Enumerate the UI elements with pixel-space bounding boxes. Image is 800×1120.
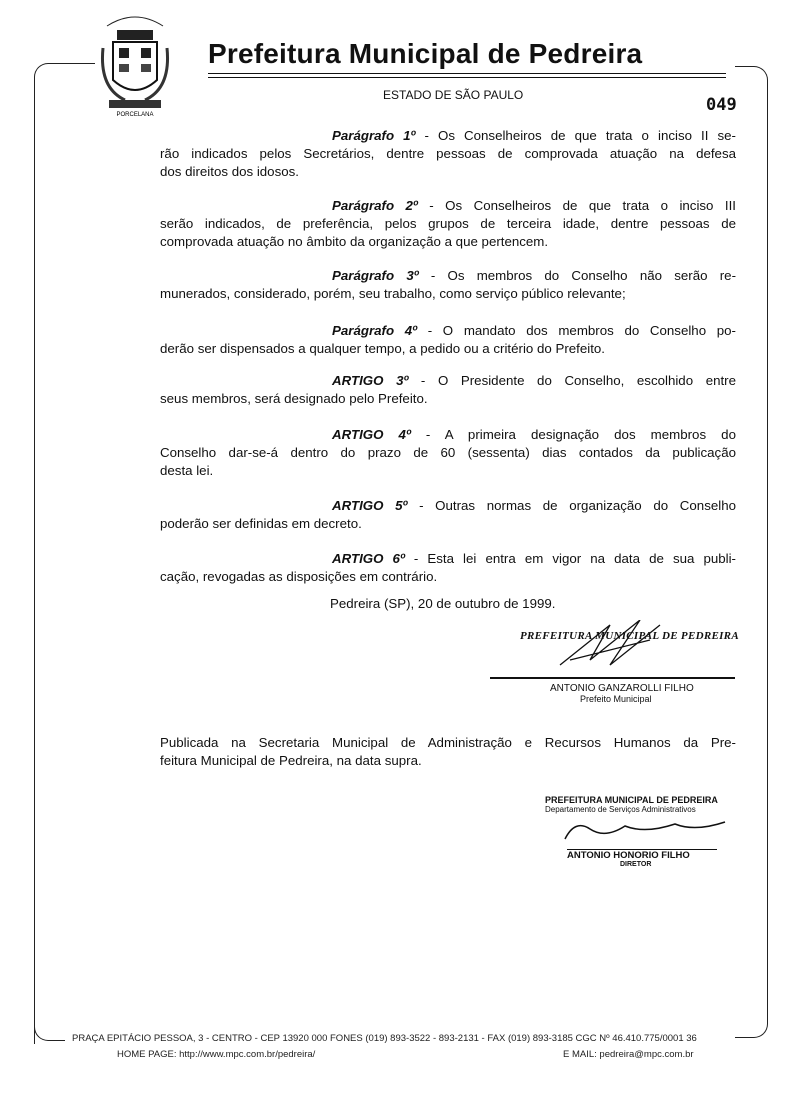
paragraph-text: - Outras normas de organização do Conselho [407, 498, 736, 513]
director-role: DIRETOR [620, 861, 652, 868]
director-department: Departamento de Serviços Administrativos [545, 805, 696, 814]
svg-text:PORCELANA: PORCELANA [116, 112, 154, 118]
paragraph-text: - A primeira designação dos membros do [410, 427, 736, 442]
footer-homepage: HOME PAGE: http://www.mpc.com.br/pedreira/ [117, 1049, 316, 1060]
paragraph [160, 267, 736, 303]
paragraph-label: Parágrafo 2º [332, 198, 418, 213]
title-underline [208, 77, 726, 78]
paragraph-label: Parágrafo 3º [332, 268, 419, 283]
paragraph-line: cação, revogadas as disposições em contrário. [160, 569, 438, 584]
title-underline [208, 73, 726, 74]
paragraph [160, 322, 736, 358]
handwritten-signature [545, 814, 745, 844]
page-frame-top-left [34, 63, 95, 1044]
paragraph-text: - Os membros do Conselho não serão re- [418, 268, 736, 283]
letterhead-state: ESTADO DE SÃO PAULO [383, 88, 524, 102]
paragraph [160, 426, 736, 480]
paragraph-line: derão ser dispensados a qualquer tempo, a pedido ou a critério do Prefeito. [160, 341, 605, 356]
paragraph-label: ARTIGO 5º [332, 498, 408, 513]
paragraph-text: - O mandato dos membros do Conselho po- [417, 323, 736, 338]
paragraph-line: comprovada atuação no âmbito da organização a que pertencem. [160, 234, 549, 249]
paragraph-label: ARTIGO 4º [332, 427, 411, 442]
page-frame-right [735, 66, 768, 1038]
paragraph-text: - Os Conselheiros de que trata o inciso III [417, 198, 736, 213]
director-stamp: PREFEITURA MUNICIPAL DE PEDREIRA [545, 795, 718, 805]
municipal-crest-icon [95, 8, 175, 118]
publication-note: Publicada na Secretaria Municipal de Administração e Recursos Humanos da Pre- feitura Municipal de Pedreira, na data supra. [160, 735, 736, 768]
paragraph-line: Conselho dar-se-á dentro do prazo de 60 (sessenta) dias contados da publicação [160, 445, 736, 460]
paragraph [160, 127, 736, 181]
handwritten-signature [550, 620, 750, 670]
page-frame-bottom-left [34, 1010, 65, 1041]
mayor-role: Prefeito Municipal [580, 694, 652, 704]
footer-email: E MAIL: pedreira@mpc.com.br [563, 1049, 694, 1060]
paragraph [160, 497, 736, 533]
paragraph-line: desta lei. [160, 463, 214, 478]
paragraph-line: munerados, considerado, porém, seu trabalho, como serviço público relevante; [160, 286, 626, 301]
paragraph-label: ARTIGO 6º [332, 551, 405, 566]
signature-block-director [545, 795, 765, 868]
paragraph-text: - Os Conselheiros de que trata o inciso II se- [415, 128, 736, 143]
director-name: ANTONIO HONORIO FILHO [567, 849, 717, 861]
letterhead-title: Prefeitura Municipal de Pedreira [208, 38, 643, 69]
mayor-name: ANTONIO GANZAROLLI FILHO [550, 683, 694, 694]
mayor-stamp: PREFEITURA MUNICIPAL DE PEDREIRA [520, 630, 739, 642]
paragraph [160, 372, 736, 408]
paragraph-text: - Esta lei entra em vigor na data de sua publi- [404, 551, 736, 566]
date-line: Pedreira (SP), 20 de outubro de 1999. [330, 596, 556, 611]
paragraph-label: Parágrafo 4º [332, 323, 418, 338]
paragraph-label: Parágrafo 1º [332, 128, 416, 143]
signature-line [490, 677, 735, 679]
signature-block-mayor [520, 630, 770, 704]
paragraph-line: rão indicados pelos Secretários, dentre pessoas de comprovada atuação na defesa [160, 146, 736, 161]
paragraph-label: ARTIGO 3º [332, 373, 409, 388]
paragraph-line: serão indicados, de preferência, pelos grupos de terceira idade, dentre pessoas de [160, 216, 736, 231]
paragraph-line: dos direitos dos idosos. [160, 164, 299, 179]
paragraph [160, 550, 736, 586]
paragraph-line: seus membros, será designado pelo Prefeito. [160, 391, 428, 406]
paragraph [160, 197, 736, 251]
footer-address: PRAÇA EPITÁCIO PESSOA, 3 - CENTRO - CEP 13920 000 FONES (019) 893-3522 - 893-2131 - FAX (019) 893-3185 CGC Nº 46.410.775/0001 36 [72, 1033, 697, 1044]
paragraph-text: - O Presidente do Conselho, escolhido entre [408, 373, 736, 388]
page-number: 049 [706, 95, 737, 115]
paragraph-line: poderão ser definidas em decreto. [160, 516, 362, 531]
